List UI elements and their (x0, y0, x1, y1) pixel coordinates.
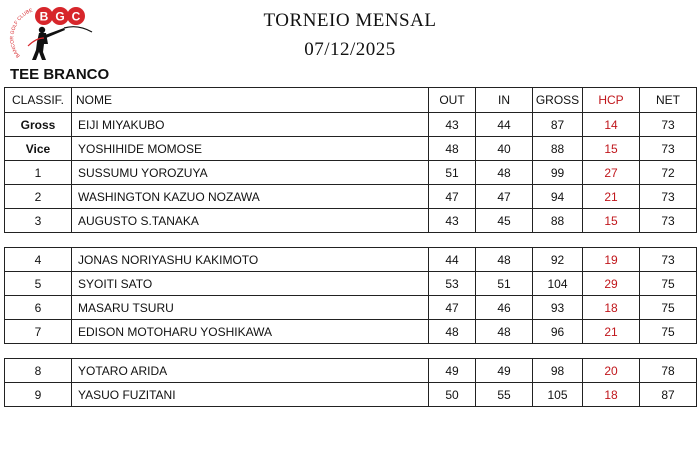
cell-net: 75 (640, 296, 697, 320)
cell-out: 50 (429, 383, 476, 407)
cell-in: 40 (476, 137, 533, 161)
cell-name: SUSSUMU YOROZUYA (72, 161, 429, 185)
table-row (5, 185, 697, 209)
group-separator (5, 344, 697, 359)
cell-name: WASHINGTON KAZUO NOZAWA (72, 185, 429, 209)
cell-classif: 3 (5, 209, 72, 233)
cell-gross: 99 (533, 161, 583, 185)
cell-gross: 98 (533, 359, 583, 383)
cell-gross: 96 (533, 320, 583, 344)
table-row (5, 113, 697, 137)
cell-gross: 93 (533, 296, 583, 320)
table-row (5, 359, 697, 383)
cell-net: 78 (640, 359, 697, 383)
cell-gross: 104 (533, 272, 583, 296)
cell-in: 55 (476, 383, 533, 407)
cell-classif: 6 (5, 296, 72, 320)
cell-hcp: 18 (583, 296, 640, 320)
cell-net: 73 (640, 113, 697, 137)
cell-classif: 9 (5, 383, 72, 407)
header-classif: CLASSIF. (5, 88, 72, 113)
header-out: OUT (429, 88, 476, 113)
cell-classif: 1 (5, 161, 72, 185)
group-separator (5, 233, 697, 248)
cell-name: YASUO FUZITANI (72, 383, 429, 407)
cell-net: 87 (640, 383, 697, 407)
table-row (5, 209, 697, 233)
cell-out: 53 (429, 272, 476, 296)
cell-classif: Gross (5, 113, 72, 137)
table-row (5, 320, 697, 344)
separator-cell (5, 344, 697, 359)
cell-in: 49 (476, 359, 533, 383)
table-row (5, 296, 697, 320)
cell-hcp: 21 (583, 185, 640, 209)
table-row (5, 137, 697, 161)
cell-name: SYOITI SATO (72, 272, 429, 296)
cell-in: 48 (476, 161, 533, 185)
cell-hcp: 14 (583, 113, 640, 137)
cell-hcp: 27 (583, 161, 640, 185)
cell-name: EDISON MOTOHARU YOSHIKAWA (72, 320, 429, 344)
cell-name: JONAS NORIYASHU KAKIMOTO (72, 248, 429, 272)
cell-net: 73 (640, 137, 697, 161)
cell-out: 47 (429, 296, 476, 320)
table-row (5, 161, 697, 185)
header-gross: GROSS (533, 88, 583, 113)
cell-in: 48 (476, 248, 533, 272)
cell-classif: 8 (5, 359, 72, 383)
cell-in: 47 (476, 185, 533, 209)
tee-label: TEE BRANCO (10, 66, 110, 83)
cell-gross: 88 (533, 137, 583, 161)
header-in: IN (476, 88, 533, 113)
cell-name: MASARU TSURU (72, 296, 429, 320)
logo-letter-3: C (71, 9, 81, 24)
header-row (5, 88, 697, 113)
table-row (5, 248, 697, 272)
cell-classif: 4 (5, 248, 72, 272)
cell-out: 51 (429, 161, 476, 185)
cell-gross: 87 (533, 113, 583, 137)
cell-classif: 2 (5, 185, 72, 209)
cell-out: 44 (429, 248, 476, 272)
results-table (4, 87, 697, 407)
cell-classif: Vice (5, 137, 72, 161)
cell-hcp: 15 (583, 137, 640, 161)
cell-name: EIJI MIYAKUBO (72, 113, 429, 137)
cell-hcp: 20 (583, 359, 640, 383)
cell-gross: 105 (533, 383, 583, 407)
table-row (5, 383, 697, 407)
cell-net: 75 (640, 320, 697, 344)
cell-out: 48 (429, 137, 476, 161)
header-hcp: HCP (583, 88, 640, 113)
cell-net: 73 (640, 185, 697, 209)
svg-text:BANCOR GOLF CLUBE: BANCOR GOLF CLUBE (9, 7, 34, 59)
cell-out: 47 (429, 185, 476, 209)
table-row (5, 272, 697, 296)
cell-hcp: 21 (583, 320, 640, 344)
event-date: 07/12/2025 (304, 39, 396, 60)
cell-hcp: 15 (583, 209, 640, 233)
cell-gross: 88 (533, 209, 583, 233)
cell-name: AUGUSTO S.TANAKA (72, 209, 429, 233)
cell-in: 45 (476, 209, 533, 233)
cell-gross: 94 (533, 185, 583, 209)
cell-out: 49 (429, 359, 476, 383)
cell-out: 43 (429, 113, 476, 137)
logo-letter-2: G (55, 9, 65, 24)
cell-in: 44 (476, 113, 533, 137)
cell-in: 51 (476, 272, 533, 296)
header-net: NET (640, 88, 697, 113)
cell-out: 48 (429, 320, 476, 344)
cell-net: 73 (640, 248, 697, 272)
cell-hcp: 29 (583, 272, 640, 296)
cell-in: 48 (476, 320, 533, 344)
page-title: TORNEIO MENSAL (263, 10, 437, 31)
cell-classif: 5 (5, 272, 72, 296)
cell-gross: 92 (533, 248, 583, 272)
cell-classif: 7 (5, 320, 72, 344)
cell-name: YOTARO ARIDA (72, 359, 429, 383)
separator-cell (5, 233, 697, 248)
cell-in: 46 (476, 296, 533, 320)
cell-hcp: 18 (583, 383, 640, 407)
cell-out: 43 (429, 209, 476, 233)
logo-letter-1: B (39, 9, 49, 24)
cell-net: 73 (640, 209, 697, 233)
cell-net: 75 (640, 272, 697, 296)
cell-name: YOSHIHIDE MOMOSE (72, 137, 429, 161)
header-name: NOME (72, 88, 429, 113)
cell-net: 72 (640, 161, 697, 185)
cell-hcp: 19 (583, 248, 640, 272)
